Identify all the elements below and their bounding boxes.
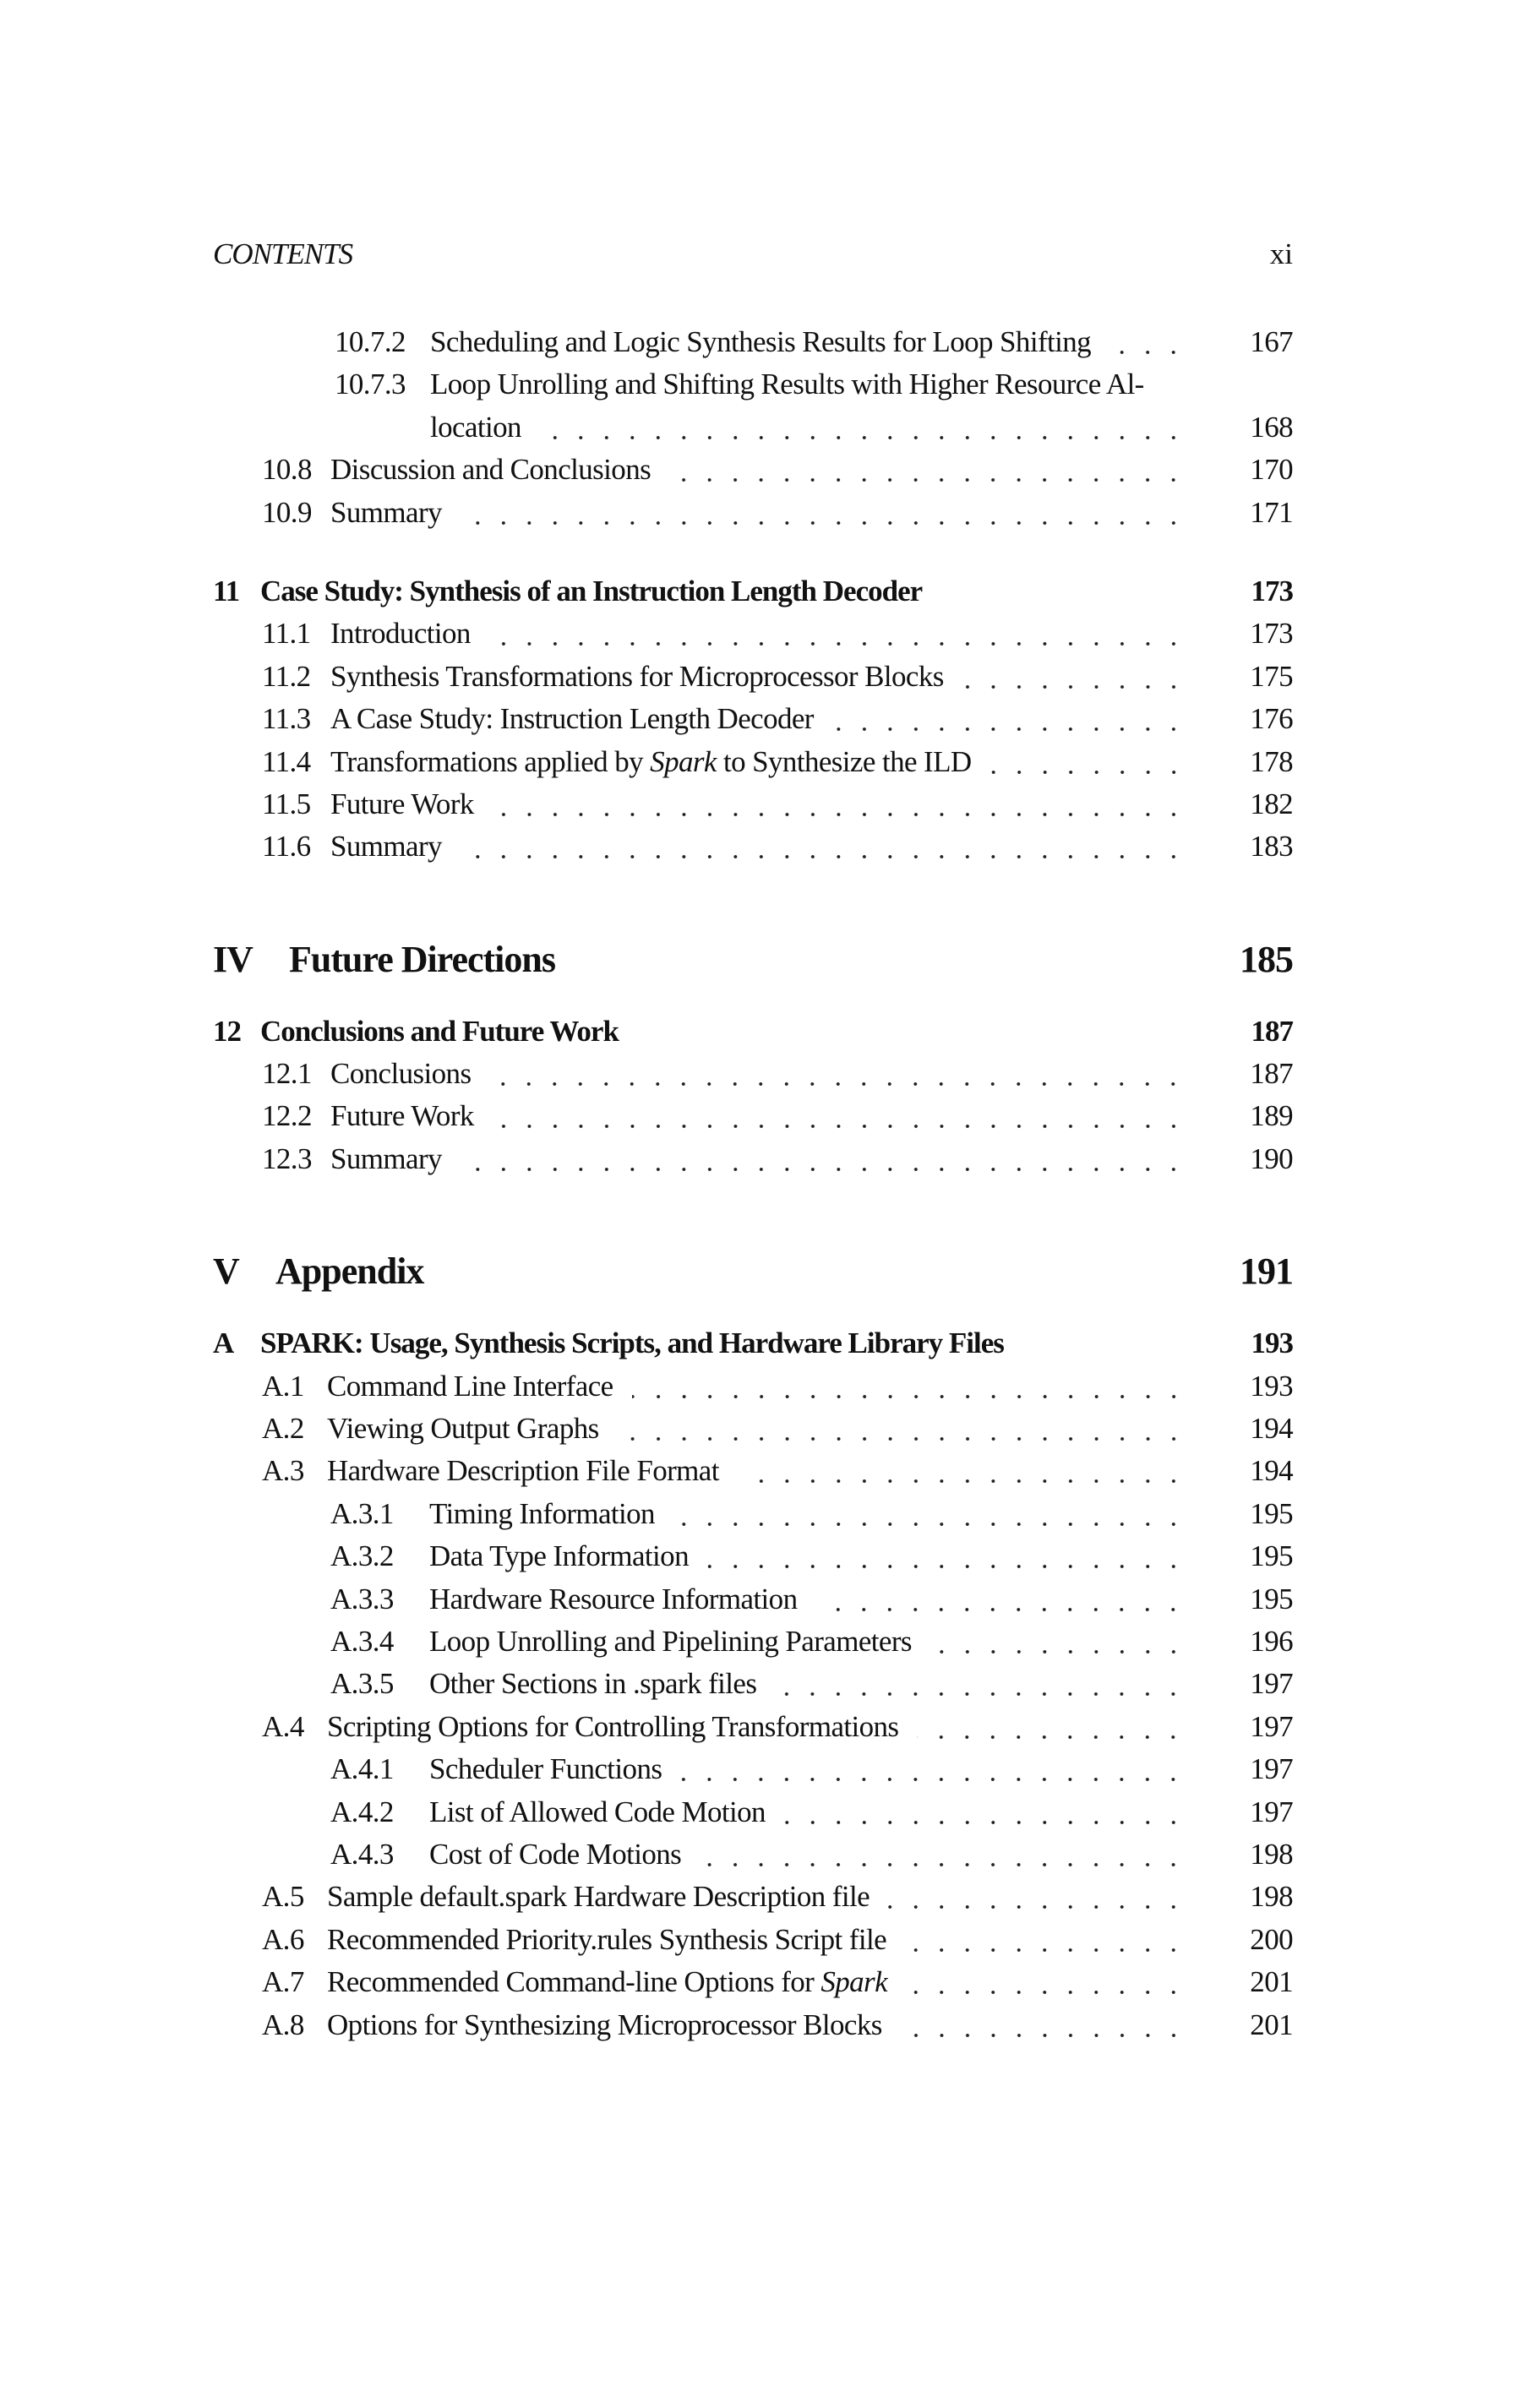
entry-title [429,1535,689,1577]
entry-title [260,1011,619,1053]
entry-title [327,1919,886,1961]
dot-leader [1022,1322,1144,1365]
entry-title-text: Introduction [330,617,471,651]
entry-title-text: Data Type Information [429,1539,689,1573]
entry-number: A.3.1 [330,1496,394,1530]
entry-title [330,698,814,740]
entry-page: 201 [1250,1965,1293,1999]
entry-number: IV [213,938,253,980]
entry-title [260,1322,1004,1365]
entry-title [327,2004,882,2046]
entry-body [327,1919,1293,1961]
entry-number: 12 [213,1014,241,1048]
dot-leader [815,1578,1186,1621]
entry-number: A.3 [262,1454,304,1488]
entry-page: 200 [1250,1922,1293,1956]
entry-page: 175 [1250,659,1293,693]
entry-page: 187 [1250,1057,1293,1091]
entry-body [275,1246,1293,1297]
entry-body [429,1791,1293,1833]
entry-title [330,492,442,534]
entry-page: 167 [1250,325,1293,358]
entry-page: 187 [1251,1014,1293,1048]
entry-title-text: SPARK: Usage, Synthesis Scripts, and Hardware Library Files [260,1327,1004,1360]
entry-body [430,363,1293,406]
entry-page: 194 [1250,1412,1293,1446]
dot-leader [940,570,1144,613]
toc-entry-sec[interactable] [213,698,1293,740]
entry-body [429,1535,1293,1577]
entry-title-text: List of Allowed Code Motion [429,1795,766,1828]
entry-number: A.4.1 [330,1752,394,1786]
entry-body [330,825,1293,868]
entry-title-text: Viewing Output Graphs [327,1412,599,1446]
entry-title [429,1748,662,1790]
entry-number: 11.4 [262,744,311,778]
entry-title-text: Loop Unrolling and Pipelining Parameters [429,1624,912,1658]
entry-number: 11.6 [262,830,311,864]
entry-title-text: Scripting Options for Controlling Transformations [327,1709,899,1743]
entry-body [260,1322,1293,1365]
entry-number: A.1 [262,1369,304,1403]
dot-leader [461,1138,1186,1180]
entry-body [429,1663,1293,1705]
entry-title [330,613,471,655]
entry-title-text: Options for Synthesizing Microprocessor Blocks [327,2008,882,2041]
dot-leader [618,1408,1186,1450]
toc-entry-sec[interactable] [213,783,1293,825]
dot-leader [832,698,1186,740]
entry-title [327,1450,719,1492]
entry-title-text: Discussion and Conclusions [330,453,651,487]
dot-leader [637,1011,1144,1053]
entry-number: 11 [213,574,240,607]
dot-leader [775,1663,1186,1705]
entry-body [430,321,1293,363]
entry-page: 194 [1250,1454,1293,1488]
entry-body [429,1493,1293,1535]
page-number: xi [1269,237,1293,270]
entry-page: 196 [1250,1624,1293,1658]
entry-title-text: Other Sections in .spark files [429,1667,757,1701]
entry-title [429,1791,766,1833]
entry-page: 197 [1250,1752,1293,1786]
entry-number: A.3.3 [330,1582,394,1615]
dot-leader [489,1053,1186,1095]
entry-title-text: Loop Unrolling and Shifting Results with Higher Resource Al- [430,368,1144,401]
entry-number: 11.5 [262,787,311,820]
entry-title [330,825,442,868]
entry-title [330,1053,471,1095]
entry-number: 10.9 [262,495,312,529]
entry-title-text: Summary [330,1141,442,1175]
entry-number: 11.2 [262,659,311,693]
toc-entry-asec[interactable] [213,1876,1293,1918]
entry-page: 198 [1250,1837,1293,1871]
toc-entry-part[interactable] [213,934,1293,985]
toc-entry-asub[interactable] [213,1833,1293,1876]
dot-leader [707,1535,1186,1577]
entry-number: A.6 [262,1922,304,1956]
entry-page: 178 [1250,744,1293,778]
entry-number: A.3.4 [330,1624,394,1658]
entry-title-text: Summary [330,830,442,864]
toc-entry-asub[interactable] [213,1535,1293,1577]
entry-page: 195 [1250,1539,1293,1573]
entry-page: 168 [1250,410,1293,444]
dot-leader [461,492,1186,534]
entry-number: 11.3 [262,702,311,736]
toc-entry-chap[interactable] [213,1011,1293,1053]
toc-entry-sec[interactable] [213,613,1293,655]
toc-entry-sec[interactable] [213,1095,1293,1137]
entry-title [330,1095,474,1137]
entry-number: A.4.2 [330,1795,394,1828]
dot-leader [917,1706,1186,1748]
toc-entry-chap[interactable] [213,1322,1293,1365]
toc-entry-asec[interactable] [213,1408,1293,1450]
entry-title [330,656,944,698]
entry-title [327,1365,613,1408]
dot-leader [574,934,1144,977]
entry-body [330,449,1293,491]
toc-entry-asec[interactable] [213,2004,1293,2046]
entry-title-text: Conclusions and Future Work [260,1014,619,1048]
entry-title [330,741,972,783]
entry-title-text: Transformations applied by [330,744,651,778]
entry-title-text: Hardware Resource Information [429,1582,798,1615]
entry-title-text: Scheduler Functions [429,1752,662,1786]
entry-page: 182 [1250,787,1293,820]
entry-body [429,1748,1293,1790]
dot-leader [493,1095,1186,1137]
toc-entry-sec[interactable] [213,656,1293,698]
entry-title [330,1138,442,1180]
dot-leader [888,1876,1186,1918]
toc-entry-asec[interactable] [213,1706,1293,1748]
toc-entry-asub[interactable] [213,1578,1293,1621]
entry-page: 173 [1250,617,1293,651]
entry-title-text: Hardware Description File Format [327,1454,719,1488]
toc-entry-sub[interactable] [213,363,1293,406]
entry-page: 191 [1240,1250,1293,1293]
entry-title-text: Cost of Code Motions [429,1837,682,1871]
entry-title-text: Case Study: Synthesis of an Instruction Length Decoder [260,574,923,607]
entry-body [330,698,1293,740]
entry-page: 173 [1251,574,1293,607]
entry-page: 198 [1250,1880,1293,1914]
entry-body [260,570,1293,613]
dot-leader [990,741,1186,783]
dot-leader [673,1493,1186,1535]
entry-title [260,570,922,613]
entry-title-text: Future Work [330,787,474,820]
toc-entry-sec[interactable] [213,741,1293,783]
toc-entry-asec[interactable] [213,1450,1293,1492]
toc-entry-asub[interactable] [213,1493,1293,1535]
toc-entry-asub[interactable] [213,1663,1293,1705]
entry-title-text: Synthesis Transformations for Microprocessor Blocks [330,659,944,693]
dot-leader [700,1833,1186,1876]
entry-page: 197 [1250,1667,1293,1701]
entry-number: V [213,1250,239,1293]
running-header [213,233,1293,275]
entry-number: A.3.5 [330,1667,394,1701]
entry-number: A.7 [262,1965,304,1999]
entry-body [327,1408,1293,1450]
dot-leader [540,406,1186,449]
entry-body [330,1095,1293,1137]
entry-page: 201 [1250,2008,1293,2041]
toc-entry-asub[interactable] [213,1621,1293,1663]
entry-title [275,1246,423,1297]
entry-number: A.4 [262,1709,304,1743]
entry-page: 197 [1250,1795,1293,1828]
entry-body [330,1053,1293,1095]
running-header-title: CONTENTS [213,237,353,270]
entry-title-text: Sample default.spark Hardware Description file [327,1880,870,1914]
dot-leader [680,1748,1186,1790]
entry-number: A.2 [262,1412,304,1446]
entry-body [330,1138,1293,1180]
entry-title [289,934,555,985]
entry-page: 193 [1251,1327,1293,1360]
entry-body [429,1833,1293,1876]
dot-leader [906,1961,1186,2003]
entry-title [429,1833,681,1876]
dot-leader [901,2004,1186,2046]
toc-entry-continuation[interactable] [213,406,1293,449]
entry-body [327,1365,1293,1408]
entry-page: 189 [1250,1099,1293,1133]
entry-body [429,1578,1293,1621]
table-of-contents [213,321,1293,2046]
entry-title-text: Future Directions [289,938,555,980]
entry-title-text: Appendix [275,1250,424,1293]
entry-title [330,783,474,825]
dot-leader [493,783,1186,825]
dot-leader [442,1246,1144,1288]
entry-page: 185 [1240,938,1293,980]
entry-body [327,1706,1293,1748]
entry-page: 170 [1250,453,1293,487]
entry-title-text: Future Work [330,1099,474,1133]
toc-entry-part[interactable] [213,1246,1293,1297]
toc-entry-chap[interactable] [213,570,1293,613]
toc-entry-sec[interactable] [213,1053,1293,1095]
entry-body [430,406,1293,449]
entry-title [327,1706,898,1748]
entry-body [330,783,1293,825]
entry-page: 197 [1250,1709,1293,1743]
dot-leader [930,1621,1186,1663]
entry-number: 11.1 [262,617,311,651]
toc-entry-asec[interactable] [213,1919,1293,1961]
entry-title-continuation: location [430,410,521,444]
entry-title-rest: to Synthesize the ILD [716,744,972,778]
toc-entry-asub[interactable] [213,1791,1293,1833]
entry-number: 12.3 [262,1141,312,1175]
entry-body [330,492,1293,534]
entry-title-text: A Case Study: Instruction Length Decoder [330,702,814,736]
dot-leader [784,1791,1186,1833]
entry-page: 176 [1250,702,1293,736]
entry-number: A.8 [262,2008,304,2041]
dot-leader [669,449,1186,491]
entry-title-text: Recommended Priority.rules Synthesis Script file [327,1922,887,1956]
entry-number: A.4.3 [330,1837,394,1871]
toc-entry-asub[interactable] [213,1748,1293,1790]
entry-number: A [213,1327,234,1360]
toc-entry-sec[interactable] [213,1138,1293,1180]
entry-body [327,2004,1293,2046]
dot-leader [489,613,1186,655]
entry-title [327,1408,599,1450]
entry-number: 10.7.3 [335,368,406,401]
entry-number: 10.7.2 [335,325,406,358]
dot-leader [738,1450,1186,1492]
entry-title [429,1493,655,1535]
entry-title-emphasis: Spark [820,1965,888,1999]
entry-number: A.3.2 [330,1539,394,1573]
entry-body [327,1876,1293,1918]
dot-leader [905,1919,1186,1961]
entry-body [289,934,1293,985]
entry-body [429,1621,1293,1663]
dot-leader [632,1365,1186,1408]
entry-title [327,1876,870,1918]
entry-number: 10.8 [262,453,312,487]
entry-title-text: Conclusions [330,1057,472,1091]
entry-page: 190 [1250,1141,1293,1175]
entry-title-emphasis: Spark [650,744,717,778]
entry-body [330,656,1293,698]
entry-title-text: Command Line Interface [327,1369,613,1403]
entry-body [327,1961,1293,2003]
entry-page: 195 [1250,1496,1293,1530]
dot-leader [461,825,1186,868]
entry-title-text: Timing Information [429,1496,655,1530]
entry-body [330,741,1293,783]
entry-title [429,1621,912,1663]
toc-entry-sec[interactable] [213,492,1293,534]
entry-title [430,363,1144,406]
dot-leader [1109,321,1186,363]
entry-title [429,1663,756,1705]
dot-leader [962,656,1186,698]
toc-entry-asec[interactable] [213,1365,1293,1408]
entry-title-text: Scheduling and Logic Synthesis Results for Loop Shifting [430,325,1092,358]
toc-entry-sec[interactable] [213,825,1293,868]
entry-title [430,321,1091,363]
toc-entry-sub[interactable] [213,321,1293,363]
entry-page: 195 [1250,1582,1293,1615]
entry-number: 12.2 [262,1099,312,1133]
entry-page: 171 [1250,495,1293,529]
entry-title [429,1578,797,1621]
entry-body [330,613,1293,655]
entry-number: A.5 [262,1880,304,1914]
entry-title [327,1961,887,2003]
entry-page: 183 [1250,830,1293,864]
entry-title-text: Summary [330,495,442,529]
entry-title [330,449,651,491]
entry-title-text: Recommended Command-line Options for [327,1965,821,1999]
toc-entry-sec[interactable] [213,449,1293,491]
toc-entry-asec[interactable] [213,1961,1293,2003]
entry-body [327,1450,1293,1492]
entry-page: 193 [1250,1369,1293,1403]
entry-body [260,1011,1293,1053]
entry-number: 12.1 [262,1057,312,1091]
